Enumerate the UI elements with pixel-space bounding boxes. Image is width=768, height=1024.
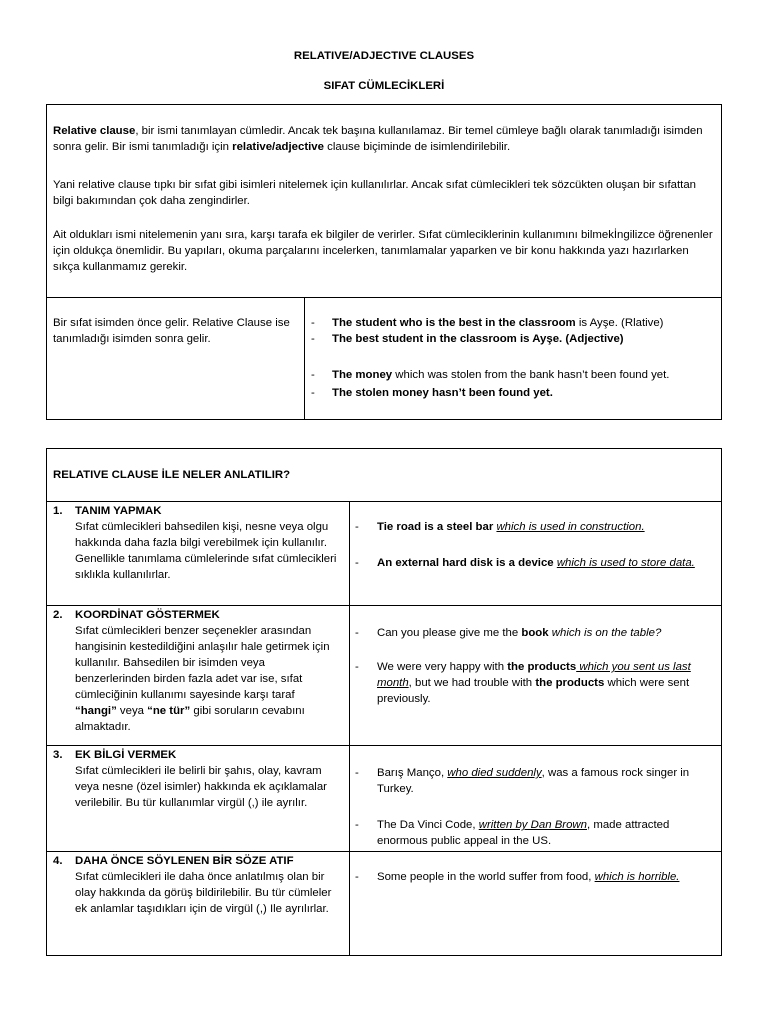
intro-box	[46, 104, 722, 420]
row-2-example-1: Can you please give me the book which is on the table?	[377, 627, 662, 639]
bullet-dash: -	[355, 767, 359, 779]
row-4-example-1: Some people in the world suffer from food, which is horrible.	[377, 871, 680, 883]
intro-paragraph-3: Ait oldukları ismi nitelemenin yanı sıra, karşı tarafa ek bilgiler de verirler. Sıfat cümleciklerinin kullanımını bilmekİngilizce öğrenenler için oldukça önemlidir. Bu yapıları, okuma parçalarını incelerken, tanımlamalar yaparken ve bir konu hakkında yazı hazırlarken sıkça kullanmamız gerekir.	[53, 229, 713, 273]
example-3: The money which was stolen from the bank hasn’t been found yet.	[332, 369, 670, 381]
bullet-dash: -	[355, 819, 359, 831]
example-4: The stolen money hasn’t been found yet.	[332, 387, 553, 399]
row-1-left: TANIM YAPMAK Sıfat cümlecikleri bahsedilen kişi, nesne veya olgu hakkında daha fazla bilgi verebilmek için kullanılır. Genellikle tanımlama cümlelerinde sıfat cümlecikleri sıklıkla kullanılırlar.	[75, 505, 337, 581]
bullet-dash: -	[355, 521, 359, 533]
row-1-example-2: An external hard disk is a device which is used to store data.	[377, 557, 695, 569]
row-divider	[47, 605, 721, 606]
example-2: The best student in the classroom is Ayşe. (Adjective)	[332, 333, 624, 345]
bullet-dash: -	[355, 871, 359, 883]
row-2-example-2: We were very happy with the products which you sent us last month, but we had trouble with the products which were sent previously.	[377, 661, 691, 705]
row-1-example-1: Tie road is a steel bar which is used in construction.	[377, 521, 645, 533]
row-number: 1.	[53, 505, 63, 517]
row-divider	[47, 745, 721, 746]
bullet-dash: -	[311, 387, 315, 399]
row-2-left: KOORDİNAT GÖSTERMEK Sıfat cümlecikleri benzer seçenekler arasından hangisinin kestedildiğini anlaşılır hale getirmek için kullanılır. Bahsedilen bir isimden veya benzerlerinden birden fazla adet var ise, sıfat cümleciğinin kullanımı sayesinde karşı taraf “hangi” veya “ne tür” gibi soruların cevabını almaktadır.	[75, 609, 330, 733]
row-3-example-1: Barış Manço, who died suddenly, was a famous rock singer in Turkey.	[377, 767, 690, 795]
row-number: 2.	[53, 609, 63, 621]
row-number: 4.	[53, 855, 63, 867]
intro-left-cell: Bir sıfat isimden önce gelir. Relative Clause ise tanımladığı isimden sonra gelir.	[53, 317, 290, 345]
intro-divider	[47, 297, 721, 298]
row-divider	[47, 501, 721, 502]
column-divider	[349, 501, 350, 955]
usage-table	[46, 448, 722, 956]
bullet-dash: -	[311, 333, 315, 345]
bullet-dash: -	[311, 369, 315, 381]
row-number: 3.	[53, 749, 63, 761]
intro-column-divider	[304, 297, 305, 419]
example-1: The student who is the best in the classroom is Ayşe. (Rlative)	[332, 317, 664, 329]
bullet-dash: -	[355, 627, 359, 639]
bullet-dash: -	[355, 661, 359, 673]
row-3-left: EK BİLGİ VERMEK Sıfat cümlecikleri ile belirli bir şahıs, olay, kavram veya nesne (özel isimler) hakkında ek açıklamalar verilebilir. Bu tür kullanımlar virgül (,) ile ayrılır.	[75, 749, 327, 809]
usage-table-header: RELATIVE CLAUSE İLE NELER ANLATILIR?	[53, 469, 291, 481]
intro-paragraph-1: Relative clause, bir ismi tanımlayan cümledir. Ancak tek başına kullanılamaz. Bir temel cümleye bağlı olarak tanımladığı isimden sonra gelir. Bir ismi tanımladığı için relative/adjective clause biçiminde de isimlendirilebilir.	[53, 125, 703, 153]
bullet-dash: -	[311, 317, 315, 329]
bullet-dash: -	[355, 557, 359, 569]
row-3-example-2: The Da Vinci Code, written by Dan Brown, made attracted enormous public appeal in the US.	[377, 819, 670, 847]
row-4-left: DAHA ÖNCE SÖYLENEN BİR SÖZE ATIF Sıfat cümlecikleri ile daha önce anlatılmış olan bir olay hakkında da görüş bildirilebilir. Bu tür cümleler ek anlamlar taşıdıkları için de virgül (,) Ile ayrılırlar.	[75, 855, 332, 915]
document-subtitle: SIFAT CÜMLECİKLERİ	[323, 80, 445, 92]
document-title: RELATIVE/ADJECTIVE CLAUSES	[293, 50, 475, 62]
row-divider	[47, 851, 721, 852]
intro-paragraph-2: Yani relative clause tıpkı bir sıfat gibi isimleri nitelemek için kullanılırlar. Ancak sıfat cümlecikleri tek sözcükten oluşan bir sıfattan bilgi bakımından çok daha zengindirler.	[53, 179, 696, 207]
